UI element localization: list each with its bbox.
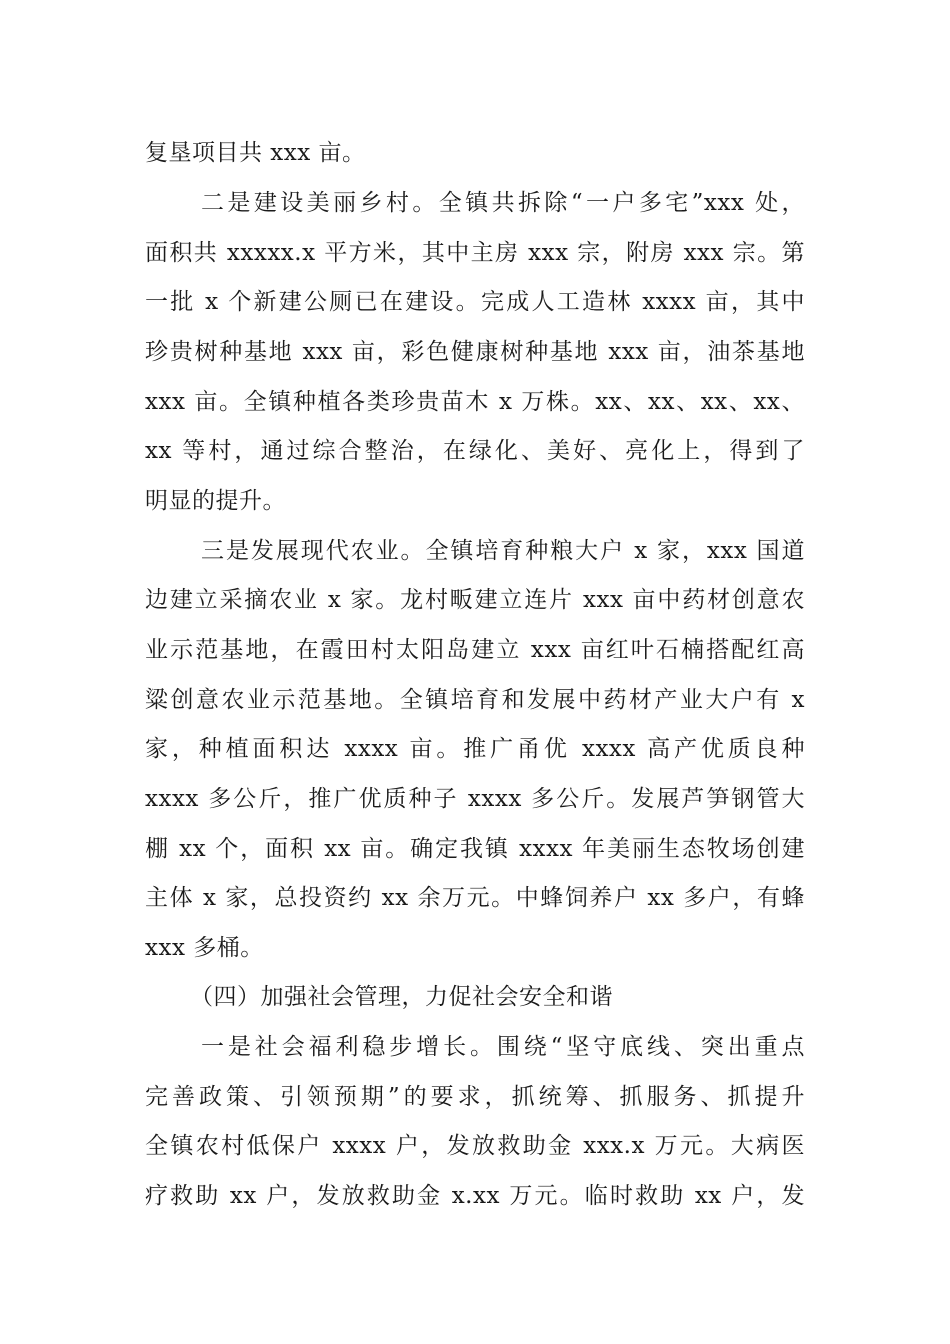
text-line: 棚 xx 个，面积 xx 亩。确定我镇 xxxx 年美丽生态牧场创建 bbox=[145, 836, 805, 862]
text-line: xxx 多桶。 bbox=[145, 935, 264, 961]
section-heading: （四）加强社会管理，力促社会安全和谐 bbox=[190, 984, 613, 1010]
text-line: 主体 x 家，总投资约 xx 余万元。中蜂饲养户 xx 多户，有蜂 bbox=[145, 885, 805, 911]
paragraph-heading-line: 三是发展现代农业。全镇培育种粮大户 x 家，xxx 国道 bbox=[201, 538, 805, 564]
text-line: 完善政策、引领预期”的要求，抓统筹、抓服务、抓提升 bbox=[145, 1084, 805, 1110]
text-line: 疗救助 xx 户，发放救助金 x.xx 万元。临时救助 xx 户，发 bbox=[145, 1183, 805, 1209]
paragraph-heading-line: 一是社会福利稳步增长。围绕“坚守底线、突出重点 bbox=[201, 1034, 805, 1060]
text-line: 明显的提升。 bbox=[145, 488, 286, 514]
text-line: xx 等村，通过综合整治，在绿化、美好、亮化上，得到了 bbox=[145, 438, 805, 464]
text-line: 边建立采摘农业 x 家。龙村畈建立连片 xxx 亩中药材创意农 bbox=[145, 587, 805, 613]
text-line: xxxx 多公斤，推广优质种子 xxxx 多公斤。发展芦笋钢管大 bbox=[145, 786, 805, 812]
text-line: xxx 亩。全镇种植各类珍贵苗木 x 万株。xx、xx、xx、xx、 bbox=[145, 389, 805, 415]
text-line: 复垦项目共 xxx 亩。 bbox=[145, 140, 366, 166]
text-line: 家，种植面积达 xxxx 亩。推广甬优 xxxx 高产优质良种 bbox=[145, 736, 805, 762]
text-line: 珍贵树种基地 xxx 亩，彩色健康树种基地 xxx 亩，油茶基地 bbox=[145, 339, 805, 365]
text-line: 粱创意农业示范基地。全镇培育和发展中药材产业大户有 x bbox=[145, 687, 805, 713]
text-line: 一批 x 个新建公厕已在建设。完成人工造林 xxxx 亩，其中 bbox=[145, 289, 805, 315]
text-line: 面积共 xxxxx.x 平方米，其中主房 xxx 宗，附房 xxx 宗。第 bbox=[145, 240, 805, 266]
text-line: 全镇农村低保户 xxxx 户，发放救助金 xxx.x 万元。大病医 bbox=[145, 1133, 805, 1159]
paragraph-heading-line: 二是建设美丽乡村。全镇共拆除“一户多宅”xxx 处， bbox=[201, 190, 805, 216]
text-line: 业示范基地，在霞田村太阳岛建立 xxx 亩红叶石楠搭配红高 bbox=[145, 637, 805, 663]
